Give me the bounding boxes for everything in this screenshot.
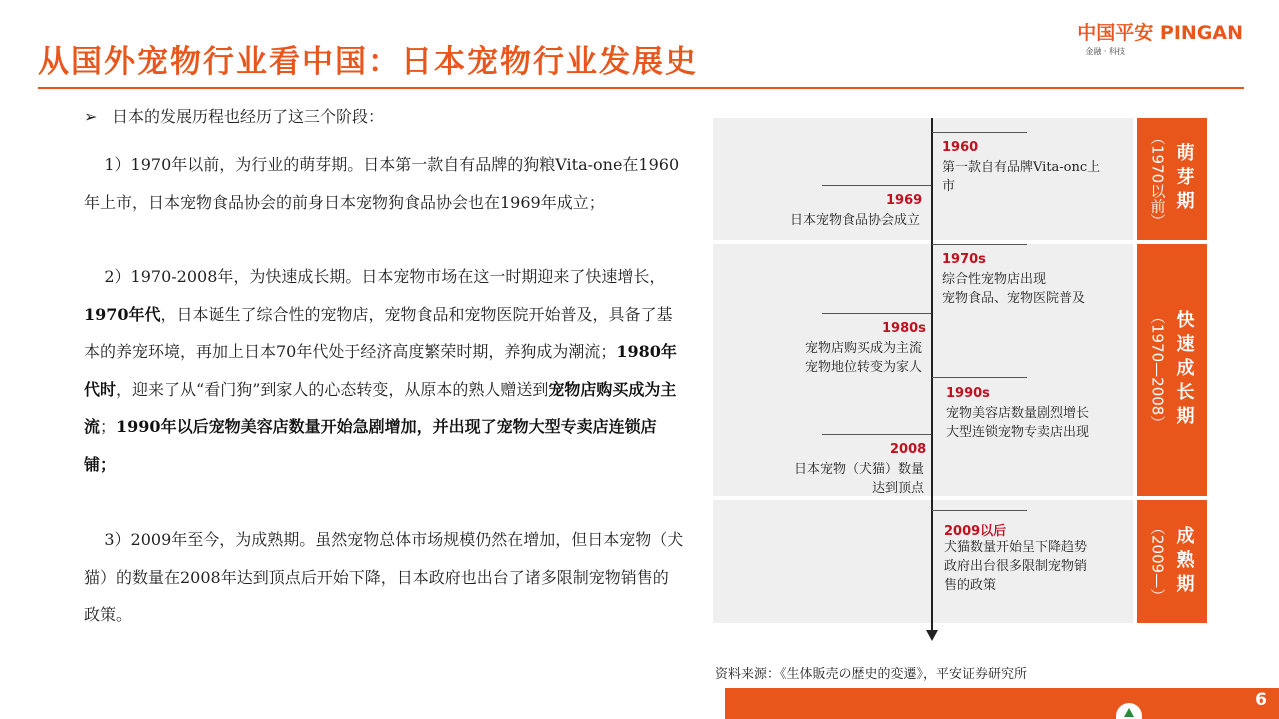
event-year: 1960 (942, 140, 979, 155)
logo-tagline: 金融 · 科技 (1085, 47, 1125, 56)
body-run: 3）2009年至今，为成熟期。虽然宠物总体市场规模仍然在增加，但日本宠物（犬猫）的数量在2008年达到顶点后开始下降，日本政府也出台了诸多限制宠物销售的政策。 (84, 530, 684, 624)
event-text: 第一款自有品牌Vita-onc上 市 (942, 160, 1101, 194)
paragraph-stage-1 (84, 146, 684, 221)
timeline-arrow-icon (926, 630, 938, 641)
event-year: 1970s (942, 252, 986, 267)
body-run: ，日本诞生了综合性的宠物店，宠物食品和宠物医院开始普及，具备了基本的养宠环境，再加上日本70年代处于经济高度繁荣时期，养狗成为潮流； (84, 304, 673, 361)
phase-badge-mature (1137, 500, 1207, 623)
event-text: 综合性宠物店出现 宠物食品、宠物医院普及 (942, 272, 1086, 306)
event-connector (932, 377, 1027, 378)
phase-name: 成熟期 (1173, 525, 1195, 598)
paragraph-stage-2 (84, 258, 684, 483)
paragraph-stage-3 (84, 521, 684, 634)
event-text: 日本宠物（犬猫）数量 达到顶点 (793, 462, 924, 496)
event-connector (822, 185, 931, 186)
body-run: ； (100, 417, 117, 436)
event-year: 2008 (890, 442, 927, 457)
emphasis-text: 1980年代时 (84, 342, 677, 399)
phase-range: （1970—2008） (1148, 309, 1167, 431)
event-year: 1969 (886, 193, 923, 208)
bullet-arrow-icon: ➢ (84, 107, 98, 126)
event-year: 1980s (882, 321, 926, 336)
body-run: 2）1970-2008年，为快速成长期。日本宠物市场在这一时期迎来了快速增长， (84, 267, 666, 286)
phase-name: 萌芽期 (1173, 143, 1195, 215)
phase-range: （1970以前） (1148, 129, 1167, 229)
title-divider (38, 87, 1244, 89)
source-note: 资料来源：《生体販売の歴史的変遷》，平安证券研究所 (715, 667, 1028, 682)
event-connector (932, 244, 1027, 245)
body-run: 1）1970年以前，为行业的萌芽期。日本第一款自有品牌的狗粮Vita-one在1960年上市，日本宠物食品协会的前身日本宠物狗食品协会也在1969年成立； (84, 155, 680, 212)
logo-main-text: 中国平安 PINGAN (1077, 22, 1243, 44)
intro-text: 日本的发展历程也经历了这三个阶段： (112, 107, 385, 126)
event-connector (932, 132, 1027, 133)
event-text: 宠物店购买成为主流 宠物地位转变为家人 (804, 341, 922, 375)
intro-bullet (84, 104, 384, 127)
event-year: 1990s (946, 386, 990, 401)
event-connector (822, 313, 931, 314)
emphasis-text: 宠物店购买成为主流 (84, 379, 677, 436)
event-text: 宠物美容店数量剧烈增长 大型连锁宠物专卖店出现 (946, 406, 1090, 440)
timeline-axis (931, 118, 933, 634)
pingan-logo (1077, 18, 1243, 57)
body-run: ，迎来了从“看门狗”到家人的心态转变，从原本的熟人赠送到 (116, 379, 549, 399)
event-connector (932, 510, 1027, 511)
emphasis-text: 1990年以后宠物美容店数量开始急剧增加，并出现了宠物大型专卖店连锁店铺； (84, 417, 657, 474)
tree-icon (1124, 708, 1134, 717)
phase-badge-sprout (1137, 118, 1207, 240)
event-year: 2009以后 (944, 524, 1007, 539)
event-text: 犬猫数量开始呈下降趋势 政府出台很多限制宠物销 售的政策 (944, 540, 1088, 593)
phase-name: 快速成长期 (1173, 310, 1195, 430)
footer-bar (725, 688, 1279, 719)
page-title: 从国外宠物行业看中国：日本宠物行业发展史 (38, 44, 698, 80)
event-connector (822, 434, 931, 435)
emphasis-text: 1970年代 (84, 304, 161, 324)
phase-range: （2009—） (1148, 519, 1167, 604)
page-number: 6 (1255, 690, 1267, 710)
event-text: 日本宠物食品协会成立 (789, 213, 920, 228)
phase-badge-growth (1137, 244, 1207, 496)
